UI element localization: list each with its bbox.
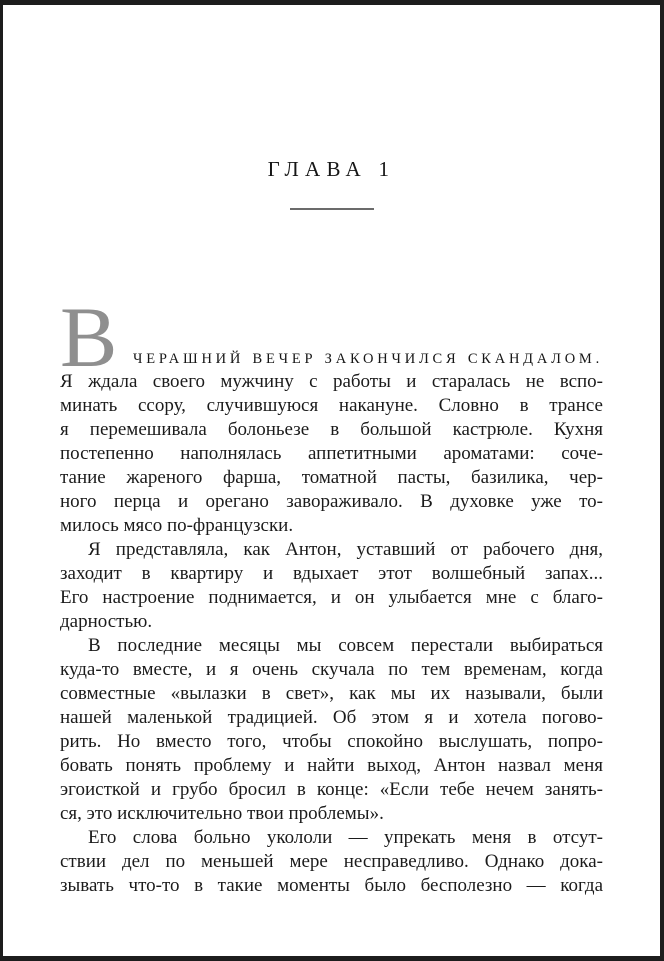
paragraph (60, 826, 603, 898)
text-block (60, 289, 603, 898)
text-line: эгоисткой и грубо бросил в конце: «Если тебе нечем занять- (60, 779, 603, 800)
text-line: я перемешивала болоньезе в большой кастрюле. Кухня (60, 419, 603, 440)
initial-drop-cap: В (60, 289, 118, 385)
chapter-heading: ГЛАВА 1 (267, 157, 396, 181)
text-line: Его слова больно укололи — упрекать меня в отсут- (88, 827, 603, 848)
text-line: дарностью. (60, 611, 153, 632)
text-line: Я представляла, как Антон, уставший от рабочего дня, (88, 539, 603, 560)
text-line: милось мясо по-французски. (60, 515, 294, 536)
text-line: зывать что-то в такие моменты было бесполезно — когда (60, 875, 603, 896)
text-line: заходит в квартиру и вдыхает этот волшебный запах... (60, 563, 603, 584)
paragraph (60, 538, 603, 634)
text-line: ствии дел по меньшей мере несправедливо. Однако дока- (60, 851, 603, 872)
paragraph (60, 289, 603, 538)
text-line: ного перца и орегано завораживало. В духовке уже то- (60, 491, 603, 512)
opening-small-caps: ЧЕРАШНИЙ ВЕЧЕР ЗАКОНЧИЛСЯ СКАНДАЛОМ. (133, 351, 603, 367)
text-line: минать ссору, случившуюся накануне. Словно в трансе (60, 395, 603, 416)
text-line: куда-то вместе, и я очень скучала по тем временам, когда (60, 659, 603, 680)
text-line: рить. Но вместо того, чтобы спокойно выслушать, попро- (60, 731, 603, 752)
text-line: Я ждала своего мужчину с работы и старалась не вспо- (60, 371, 603, 392)
text-line: совместные «вылазки в свет», как мы их называли, были (60, 683, 603, 704)
text-line: постепенно наполнялась аппетитными ароматами: соче- (60, 443, 603, 464)
text-line: бовать понять проблему и найти выход, Антон назвал меня (60, 755, 603, 776)
text-line: нашей маленькой традицией. Об этом я и хотела погово- (60, 707, 603, 728)
text-line: тание жареного фарша, томатной пасты, базилика, чер- (60, 467, 603, 488)
heading-divider (290, 208, 374, 210)
paragraph (60, 634, 603, 826)
text-line: ся, это исключительно твои проблемы». (60, 803, 384, 824)
text-line: Его настроение поднимается, и он улыбается мне с благо- (60, 587, 603, 608)
text-line: В последние месяцы мы совсем перестали выбираться (88, 635, 603, 656)
